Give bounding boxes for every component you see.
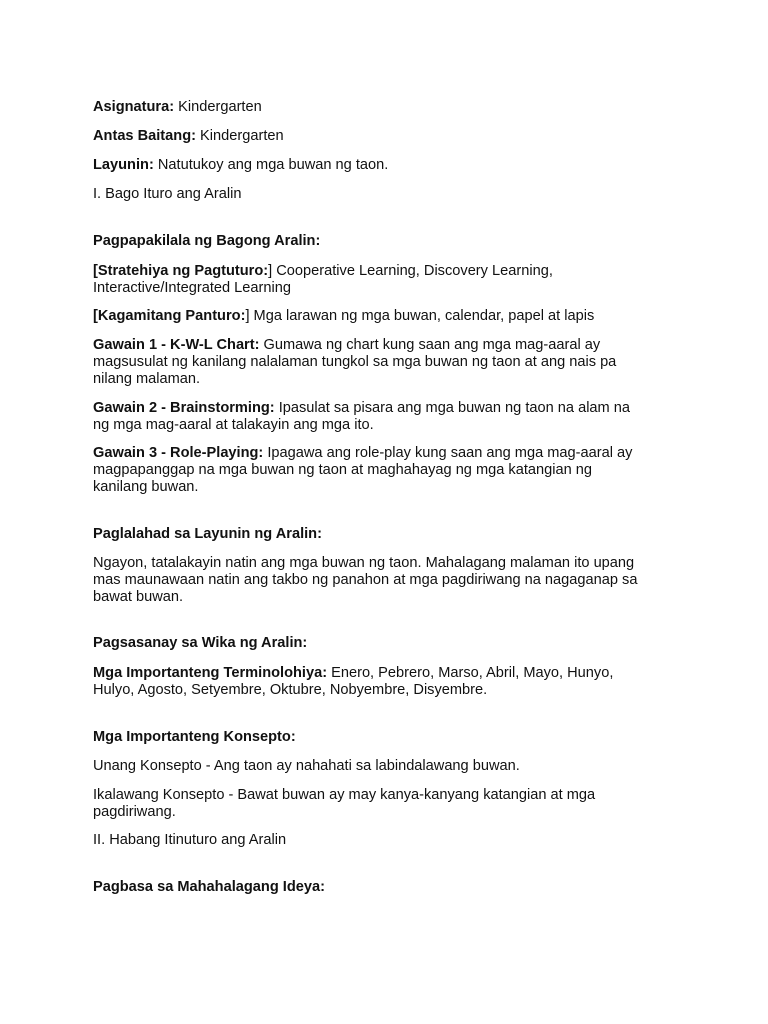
pagbasa-heading: Pagbasa sa Mahahalagang Ideya: — [93, 879, 325, 895]
stratehiya-value: ] Cooperative Learning, Discovery Learning, — [268, 263, 553, 279]
terminolohiya-line-2: Hulyo, Agosto, Setyembre, Oktubre, Nobyembre, Disyembre. — [93, 682, 488, 698]
paglalahad-line-1: Ngayon, tatalakayin natin ang mga buwan ng taon. Mahalagang malaman ito upang — [93, 555, 635, 571]
paglalahad-line-2: mas maunawaan natin ang takbo ng panahon at mga pagdiriwang na nagaganap sa — [93, 572, 638, 588]
antas-line — [93, 128, 683, 145]
terminolohiya-label: Mga Importanteng Terminolohiya: — [93, 665, 328, 681]
terminolohiya-line-1 — [93, 665, 683, 682]
antas-value: Kindergarten — [195, 128, 284, 144]
gawain-3-label: Gawain 3 - Role-Playing: — [93, 445, 264, 461]
kagamitan-line — [93, 308, 683, 325]
konsepto-heading: Mga Importanteng Konsepto: — [93, 729, 296, 745]
pagpapakilala-heading: Pagpapakilala ng Bagong Aralin: — [93, 233, 321, 249]
gawain-2-text: Ipasulat sa pisara ang mga buwan ng taon na alam na — [274, 400, 630, 416]
gawain-2-label: Gawain 2 - Brainstorming: — [93, 400, 275, 416]
gawain-1-line-1 — [93, 337, 683, 354]
section-two-heading: II. Habang Itinuturo ang Aralin — [93, 832, 287, 848]
layunin-line — [93, 157, 683, 174]
gawain-2-line-2: ng mga mag-aaral at talakayin ang mga ito. — [93, 417, 374, 433]
asignatura-line — [93, 99, 683, 116]
ikalawang-konsepto-line-2: pagdiriwang. — [93, 804, 176, 820]
stratehiya-line — [93, 263, 683, 280]
asignatura-value: Kindergarten — [174, 99, 262, 115]
unang-konsepto: Unang Konsepto - Ang taon ay nahahati sa labindalawang buwan. — [93, 758, 520, 774]
gawain-3-line-1 — [93, 445, 683, 462]
layunin-value: Natutukoy ang mga buwan ng taon. — [153, 157, 389, 173]
section-one-heading: I. Bago Ituro ang Aralin — [93, 186, 242, 202]
paglalahad-line-3: bawat buwan. — [93, 589, 184, 605]
gawain-3-line-2: magpapanggap na mga buwan ng taon at maghahayag ng mga katangian ng — [93, 462, 593, 478]
gawain-1-line-2: magsusulat ng kanilang nalalaman tungkol sa mga buwan ng taon at ang nais pa — [93, 354, 617, 370]
ikalawang-konsepto-line-1: Ikalawang Konsepto - Bawat buwan ay may kanya-kanyang katangian at mga — [93, 787, 596, 803]
antas-label: Antas Baitang: — [93, 128, 196, 144]
gawain-3-text: Ipagawa ang role-play kung saan ang mga mag-aaral ay — [263, 445, 633, 461]
kagamitan-value: ] Mga larawan ng mga buwan, calendar, papel at lapis — [245, 308, 595, 324]
stratehiya-label: [Stratehiya ng Pagtuturo: — [93, 263, 269, 279]
pagsasanay-heading: Pagsasanay sa Wika ng Aralin: — [93, 635, 308, 651]
stratehiya-line-2: Interactive/Integrated Learning — [93, 280, 291, 296]
layunin-label: Layunin: — [93, 157, 154, 173]
paglalahad-heading: Paglalahad sa Layunin ng Aralin: — [93, 526, 322, 542]
asignatura-label: Asignatura: — [93, 99, 175, 115]
gawain-3-line-3: kanilang buwan. — [93, 479, 199, 495]
gawain-1-line-3: nilang malaman. — [93, 371, 201, 387]
gawain-1-text: Gumawa ng chart kung saan ang mga mag-aaral ay — [259, 337, 601, 353]
gawain-2-line-1 — [93, 400, 683, 417]
gawain-1-label: Gawain 1 - K-W-L Chart: — [93, 337, 260, 353]
terminolohiya-text: Enero, Pebrero, Marso, Abril, Mayo, Hunyo, — [327, 665, 614, 681]
kagamitan-label: [Kagamitang Panturo: — [93, 308, 246, 324]
